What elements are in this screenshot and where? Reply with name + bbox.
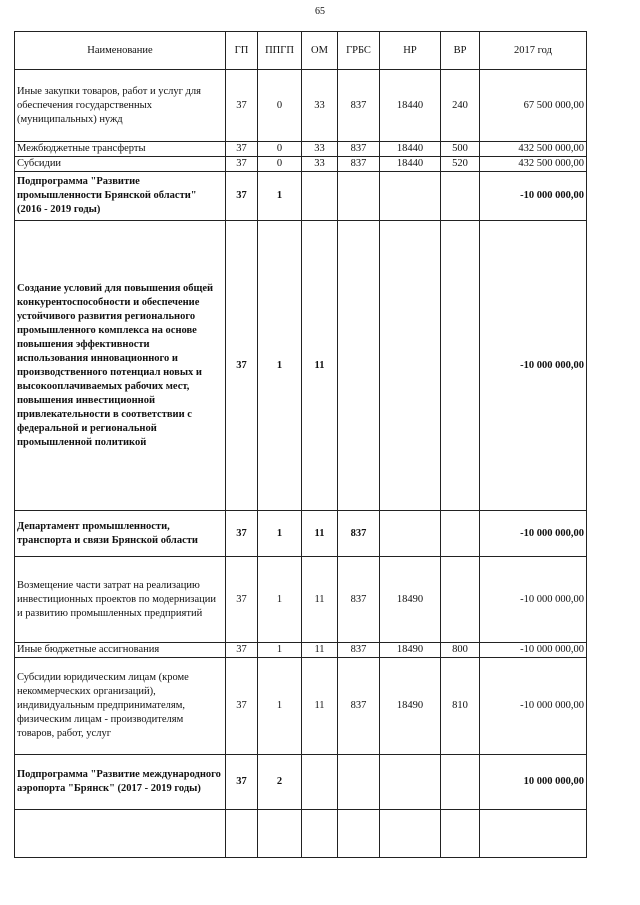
row-ppgp: 0 [258,70,302,142]
table-row [15,557,587,643]
row-nr: 18490 [380,557,441,643]
header-om: ОМ [302,32,338,70]
row-om: 33 [302,157,338,172]
row-nr: 18440 [380,70,441,142]
empty-cell [441,810,480,858]
row-vr: 800 [441,643,480,658]
row-amount: 10 000 000,00 [480,755,587,810]
row-name: Подпрограмма "Развитие промышленности Брянской области" (2016 - 2019 годы) [15,172,226,221]
row-vr [441,755,480,810]
row-grbs: 837 [338,643,380,658]
row-name: Иные бюджетные ассигнования [15,643,226,658]
row-gp: 37 [226,658,258,755]
row-om: 33 [302,70,338,142]
row-nr: 18490 [380,643,441,658]
row-om: 11 [302,557,338,643]
budget-table [14,31,587,858]
empty-cell [480,810,587,858]
row-amount: 432 500 000,00 [480,142,587,157]
row-nr [380,511,441,557]
row-nr [380,755,441,810]
row-name: Субсидии [15,157,226,172]
row-vr: 520 [441,157,480,172]
empty-cell [258,810,302,858]
row-name: Департамент промышленности, транспорта и связи Брянской области [15,511,226,557]
row-gp: 37 [226,557,258,643]
row-gp: 37 [226,157,258,172]
header-grbs: ГРБС [338,32,380,70]
row-amount: 432 500 000,00 [480,157,587,172]
row-grbs: 837 [338,557,380,643]
row-vr [441,172,480,221]
table-row [15,658,587,755]
row-amount: -10 000 000,00 [480,172,587,221]
row-ppgp: 0 [258,142,302,157]
row-vr [441,221,480,511]
table-row [15,157,587,172]
row-gp: 37 [226,172,258,221]
row-ppgp: 1 [258,557,302,643]
row-nr: 18440 [380,142,441,157]
row-gp: 37 [226,755,258,810]
row-gp: 37 [226,221,258,511]
row-om: 11 [302,221,338,511]
row-grbs [338,755,380,810]
row-gp: 37 [226,70,258,142]
row-amount: -10 000 000,00 [480,658,587,755]
row-ppgp: 1 [258,511,302,557]
row-om: 11 [302,511,338,557]
header-year: 2017 год [480,32,587,70]
table-row-empty [15,810,587,858]
header-gp: ГП [226,32,258,70]
row-amount: 67 500 000,00 [480,70,587,142]
table-row [15,643,587,658]
row-name: Подпрограмма "Развитие международного аэропорта "Брянск" (2017 - 2019 годы) [15,755,226,810]
row-vr [441,511,480,557]
empty-cell [302,810,338,858]
row-name: Межбюджетные трансферты [15,142,226,157]
row-grbs: 837 [338,157,380,172]
row-om: 33 [302,142,338,157]
row-name: Создание условий для повышения общей конкурентоспособности и обеспечение устойчивого развития регионального промышленного комплекса на основе повышения эффективности использования инновационного и производственного потенциал новых и высокооплачиваемых рабочих мест, повышения инвестиционной привлекательности в соответствии с федеральной и региональной промышленной политикой [15,221,226,511]
row-grbs: 837 [338,511,380,557]
table-row [15,142,587,157]
row-om: 11 [302,658,338,755]
table-row [15,70,587,142]
row-ppgp: 1 [258,221,302,511]
row-amount: -10 000 000,00 [480,557,587,643]
row-ppgp: 1 [258,643,302,658]
row-name: Иные закупки товаров, работ и услуг для обеспечения государственных (муниципальных) нужд [15,70,226,142]
table-row [15,755,587,810]
header-name: Наименование [15,32,226,70]
row-nr [380,172,441,221]
row-amount: -10 000 000,00 [480,643,587,658]
row-vr: 810 [441,658,480,755]
row-ppgp: 0 [258,157,302,172]
empty-cell [380,810,441,858]
row-ppgp: 2 [258,755,302,810]
row-om [302,755,338,810]
header-ppgp: ППГП [258,32,302,70]
row-nr [380,221,441,511]
row-nr: 18490 [380,658,441,755]
header-nr: НР [380,32,441,70]
row-amount: -10 000 000,00 [480,511,587,557]
empty-cell [15,810,226,858]
row-om [302,172,338,221]
empty-cell [338,810,380,858]
row-vr: 240 [441,70,480,142]
row-gp: 37 [226,643,258,658]
row-vr [441,557,480,643]
row-vr: 500 [441,142,480,157]
row-name: Субсидии юридическим лицам (кроме некоммерческих организаций), индивидуальным предпринимателям, физическим лицам - производителям товаров, работ, услуг [15,658,226,755]
row-ppgp: 1 [258,658,302,755]
row-amount: -10 000 000,00 [480,221,587,511]
row-nr: 18440 [380,157,441,172]
row-om: 11 [302,643,338,658]
table-row [15,511,587,557]
row-grbs: 837 [338,142,380,157]
row-name: Возмещение части затрат на реализацию инвестиционных проектов по модернизации и развитию промышленных предприятий [15,557,226,643]
page-number: 65 [315,6,325,17]
row-ppgp: 1 [258,172,302,221]
empty-cell [226,810,258,858]
row-gp: 37 [226,511,258,557]
row-gp: 37 [226,142,258,157]
header-vr: ВР [441,32,480,70]
table-row [15,172,587,221]
row-grbs [338,172,380,221]
row-grbs [338,221,380,511]
header-row [15,32,587,70]
table-row [15,221,587,511]
row-grbs: 837 [338,70,380,142]
row-grbs: 837 [338,658,380,755]
